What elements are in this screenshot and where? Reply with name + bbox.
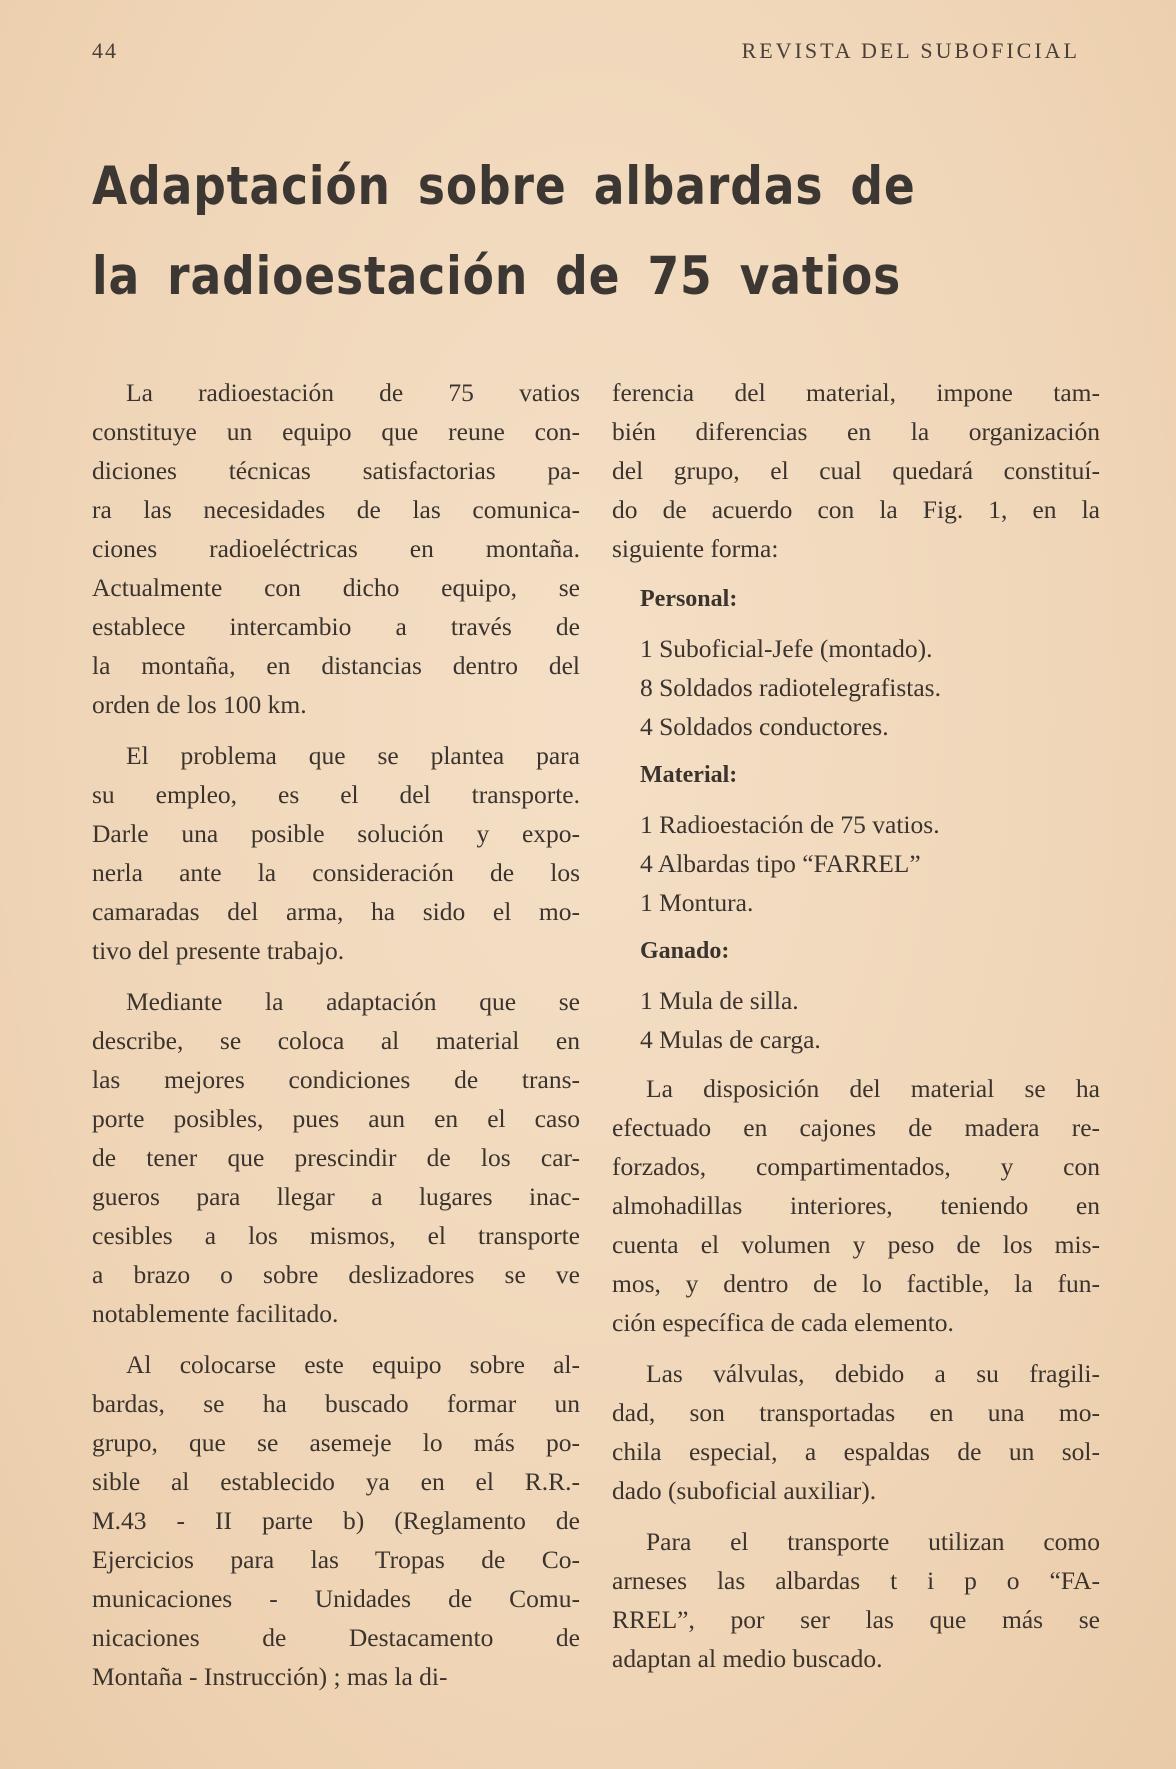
- list-item: 8 Soldados radiotelegrafistas.: [640, 673, 941, 702]
- text-line: dad, son transportadas en una mo-: [612, 1398, 1100, 1427]
- paragraph: [612, 373, 1100, 568]
- left-column: [92, 373, 580, 1708]
- paragraph: [92, 1345, 580, 1696]
- text-line: constituye un equipo que reune con-: [92, 417, 580, 446]
- section-heading-ganado: Ganado:: [640, 938, 730, 964]
- text-line: tivo del presente trabajo.: [92, 936, 345, 965]
- text-line: grupo, que se asemeje lo más po-: [92, 1428, 580, 1457]
- text-line: a brazo o sobre deslizadores se ve: [92, 1260, 580, 1289]
- text-line: Para el transporte utilizan como: [646, 1527, 1100, 1556]
- text-line: Darle una posible solución y expo-: [92, 819, 580, 848]
- text-line: RREL”, por ser las que más se: [612, 1605, 1100, 1634]
- text-line: bardas, se ha buscado formar un: [92, 1389, 580, 1418]
- text-line: nicaciones de Destacamento de: [92, 1623, 580, 1652]
- text-line: M.43 - II parte b) (Reglamento de: [92, 1506, 580, 1535]
- paragraph: [612, 1522, 1100, 1678]
- ganado-list: [640, 981, 1100, 1059]
- text-line: Al colocarse este equipo sobre al-: [126, 1350, 580, 1379]
- paragraph: [92, 736, 580, 970]
- text-line: establece intercambio a través de: [92, 612, 580, 641]
- text-line: ción específica de cada elemento.: [612, 1308, 954, 1337]
- text-line: de tener que prescindir de los car-: [92, 1143, 580, 1172]
- text-line: chila especial, a espaldas de un sol-: [612, 1437, 1100, 1466]
- paragraph: [92, 982, 580, 1333]
- paragraph: [612, 1069, 1100, 1342]
- section-heading-personal: Personal:: [640, 586, 738, 612]
- text-line: El problema que se plantea para: [126, 741, 580, 770]
- text-line: sible al establecido ya en el R.R.-: [92, 1467, 580, 1496]
- paragraph: [612, 1354, 1100, 1510]
- text-line: cesibles a los mismos, el transporte: [92, 1221, 580, 1250]
- title-line: Adaptación sobre albardas de: [92, 156, 916, 217]
- text-line: almohadillas interiores, teniendo en: [612, 1191, 1100, 1220]
- text-line: nerla ante la consideración de los: [92, 858, 580, 887]
- text-line: Ejercicios para las Tropas de Co-: [92, 1545, 580, 1574]
- text-line: Mediante la adaptación que se: [126, 987, 580, 1016]
- text-line: orden de los 100 km.: [92, 690, 307, 719]
- list-item: 4 Mulas de carga.: [640, 1025, 821, 1054]
- text-line: mos, y dentro de lo factible, la fun-: [612, 1269, 1100, 1298]
- title-line: la radioestación de 75 vatios: [92, 246, 902, 307]
- text-line: do de acuerdo con la Fig. 1, en la: [612, 495, 1100, 524]
- text-line: ferencia del material, impone tam-: [612, 378, 1100, 407]
- text-line: describe, se coloca al material en: [92, 1026, 580, 1055]
- text-line: porte posibles, pues aun en el caso: [92, 1104, 580, 1133]
- section-heading-material: Material:: [640, 762, 738, 788]
- text-line: ciones radioeléctricas en montaña.: [92, 534, 580, 563]
- text-line: cuenta el volumen y peso de los mis-: [612, 1230, 1100, 1259]
- running-header: [92, 38, 1080, 78]
- text-line: siguiente forma:: [612, 534, 779, 563]
- text-line: municaciones - Unidades de Comu-: [92, 1584, 580, 1613]
- text-line: arneses las albardas t i p o “FA-: [612, 1566, 1100, 1595]
- text-line: gueros para llegar a lugares inac-: [92, 1182, 580, 1211]
- text-line: Las válvulas, debido a su fragili-: [646, 1359, 1100, 1388]
- personal-list: [640, 629, 1100, 746]
- article-title: [92, 142, 916, 322]
- list-item: 1 Suboficial-Jefe (montado).: [640, 634, 933, 663]
- text-line: notablemente facilitado.: [92, 1299, 339, 1328]
- text-line: Montaña - Instrucción) ; mas la di-: [92, 1662, 448, 1691]
- text-line: su empleo, es el del transporte.: [92, 780, 580, 809]
- text-line: Actualmente con dicho equipo, se: [92, 573, 580, 602]
- list-item: 1 Montura.: [640, 888, 754, 917]
- text-line: efectuado en cajones de madera re-: [612, 1113, 1100, 1142]
- text-line: La disposición del material se ha: [646, 1074, 1100, 1103]
- list-item: 1 Mula de silla.: [640, 986, 799, 1015]
- paragraph: [92, 373, 580, 724]
- journal-name: REVISTA DEL SUBOFICIAL: [741, 38, 1080, 63]
- text-line: ra las necesidades de las comunica-: [92, 495, 580, 524]
- text-line: dado (suboficial auxiliar).: [612, 1476, 877, 1505]
- right-column: [612, 373, 1100, 1690]
- text-line: forzados, compartimentados, y con: [612, 1152, 1100, 1181]
- list-item: 1 Radioestación de 75 vatios.: [640, 810, 940, 839]
- text-line: bién diferencias en la organización: [612, 417, 1100, 446]
- page-number: 44: [92, 38, 118, 63]
- material-list: [640, 805, 1100, 922]
- text-line: adaptan al medio buscado.: [612, 1644, 883, 1673]
- text-line: diciones técnicas satisfactorias pa-: [92, 456, 580, 485]
- text-line: del grupo, el cual quedará constituí-: [612, 456, 1100, 485]
- text-line: La radioestación de 75 vatios: [126, 378, 580, 407]
- text-line: camaradas del arma, ha sido el mo-: [92, 897, 580, 926]
- text-line: las mejores condiciones de trans-: [92, 1065, 580, 1094]
- list-item: 4 Albardas tipo “FARREL”: [640, 849, 921, 878]
- text-line: la montaña, en distancias dentro del: [92, 651, 580, 680]
- list-item: 4 Soldados conductores.: [640, 712, 889, 741]
